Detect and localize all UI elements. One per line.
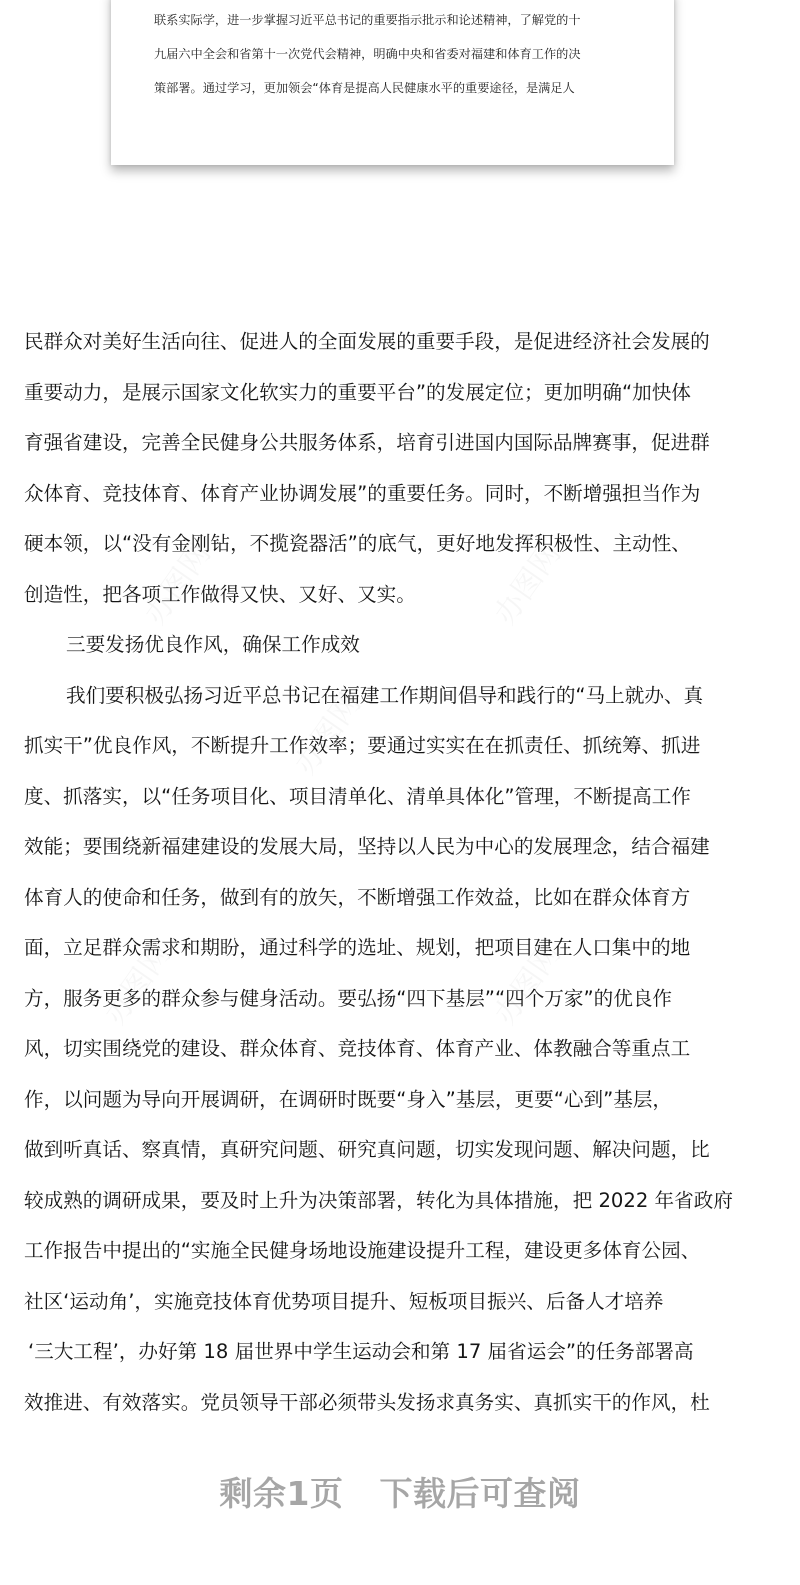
preview-line: 联系实际学，进一步掌握习近平总书记的重要指示批示和论述精神，了解党的十 [154,13,581,27]
paragraph-line: 育强省建设，完善全民健身公共服务体系，培育引进国内国际品牌赛事，促进群 [24,431,710,454]
paragraph-line: 社区‘运动角’，实施竞技体育优势项目提升、短板项目振兴、后备人才培养 [24,1289,664,1313]
preview-page-card [111,0,674,165]
paragraph-line: 风，切实围绕党的建设、群众体育、竞技体育、体育产业、体教融合等重点工 [24,1037,691,1060]
paragraph-line: 做到听真话、察真情，真研究问题、研究真问题，切实发现问题、解决问题，比 [24,1138,710,1161]
download-prompt-text[interactable]: 剩余1页 下载后可查阅 [219,1474,581,1513]
paragraph-line: 民群众对美好生活向往、促进人的全面发展的重要手段，是促进经济社会发展的 [24,330,710,353]
paragraph-line: 方，服务更多的群众参与健身活动。要弘扬“四下基层”“四个万家”的优良作 [24,986,673,1010]
preview-line: 策部署。通过学习，更加领会“体育是提高人民健康水平的重要途径，是满足人 [154,81,575,95]
section-heading: 三要发扬优良作风，确保工作成效 [66,633,360,656]
paragraph-line: 众体育、竞技体育、体育产业协调发展”的重要任务。同时，不断增强担当作为 [24,481,701,505]
paragraph-line: 硬本领，以“没有金刚钻，不揽瓷器活”的底气，更好地发挥积极性、主动性、 [24,532,691,555]
paragraph-line: 作，以问题为导向开展调研，在调研时既要“身入”基层，更要“心到”基层， [24,1087,673,1111]
preview-line: 九届六中全会和省第十一次党代会精神，明确中央和省委对福建和体育工作的决 [154,47,581,61]
paragraph-line: 度、抓落实，以“任务项目化、项目清单化、清单具体化”管理，不断提高工作 [24,784,691,808]
download-prompt[interactable] [0,1468,800,1515]
paragraph-line: 效能；要围绕新福建建设的发展大局，坚持以人民为中心的发展理念，结合福建 [24,835,710,858]
paragraph-line: 重要动力，是展示国家文化软实力的重要平台”的发展定位；更加明确“加快体 [24,380,691,404]
paragraph-line: 我们要积极弘扬习近平总书记在福建工作期间倡导和践行的“马上就办、真 [66,683,704,707]
paragraph-line: 体育人的使命和任务，做到有的放矢，不断增强工作效益，比如在群众体育方 [24,885,691,909]
paragraph-line: ‘三大工程’，办好第 18 届世界中学生运动会和第 17 届省运会”的任务部署高 [28,1340,694,1363]
paragraph-line: 面，立足群众需求和期盼，通过科学的选址、规划，把项目建在人口集中的地 [24,936,691,959]
paragraph-line: 工作报告中提出的“实施全民健身场地设施建设提升工程，建设更多体育公园、 [24,1239,701,1262]
paragraph-line: 创造性，把各项工作做得又快、又好、又实。 [24,582,416,606]
paragraph-line: 效推进、有效落实。党员领导干部必须带头发扬求真务实、真抓实干的作风，杜 [24,1390,710,1414]
document-body [24,321,784,1432]
paragraph-line: 较成熟的调研成果，要及时上升为决策部署，转化为具体措施，把 2022 年省政府 [24,1188,733,1212]
paragraph-line: 抓实干”优良作风，不断提升工作效率；要通过实实在在抓责任、抓统筹、抓进 [24,734,701,757]
